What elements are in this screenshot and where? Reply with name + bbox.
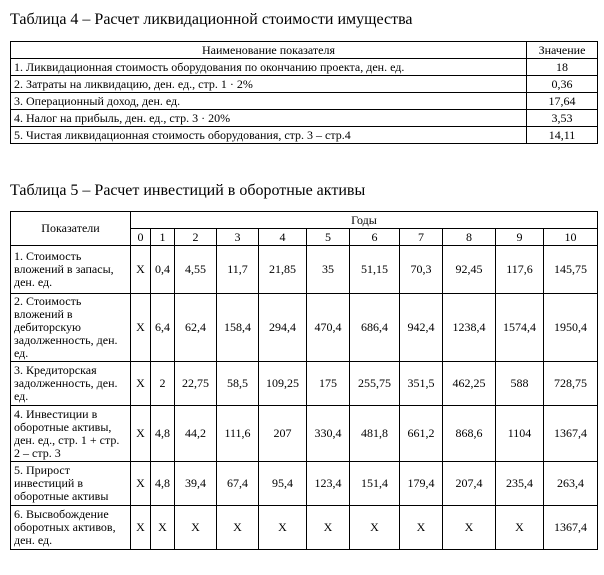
row-label: 2. Стоимость вложений в дебиторскую задолженность, ден. ед. [11, 294, 131, 362]
year-4-value: 109,25 [259, 362, 307, 406]
year-9-value: 235,4 [496, 462, 544, 506]
year-6-value: 151,4 [350, 462, 400, 506]
year-8-value: X [443, 506, 496, 550]
year-3-value: X [217, 506, 259, 550]
header-indicators: Показатели [11, 212, 131, 246]
year-7-value: 942,4 [400, 294, 443, 362]
year-5-value: 330,4 [307, 406, 350, 462]
table-header-row [11, 42, 598, 59]
year-3-value: 111,6 [217, 406, 259, 462]
year-7-value: 70,3 [400, 246, 443, 294]
row-label: 3. Кредиторская задолженность, ден. ед. [11, 362, 131, 406]
year-9-value: 117,6 [496, 246, 544, 294]
table-row [11, 59, 598, 76]
year-4-value: 207 [259, 406, 307, 462]
table-row [11, 406, 598, 462]
year-6-header: 6 [350, 229, 400, 246]
year-6-value: 481,8 [350, 406, 400, 462]
year-10-value: 1367,4 [544, 406, 598, 462]
header-value: Значение [527, 42, 598, 59]
row-value: 18 [527, 59, 598, 76]
year-9-value: 588 [496, 362, 544, 406]
year-1-value: 2 [151, 362, 175, 406]
row-name: 1. Ликвидационная стоимость оборудования по окончанию проекта, ден. ед. [11, 59, 527, 76]
year-8-value: 868,6 [443, 406, 496, 462]
year-9-value: 1104 [496, 406, 544, 462]
header-years: Годы [131, 212, 598, 229]
row-name: 5. Чистая ликвидационная стоимость оборудования, стр. 3 – стр.4 [11, 127, 527, 144]
table-row [11, 110, 598, 127]
year-6-value: 255,75 [350, 362, 400, 406]
year-1-header: 1 [151, 229, 175, 246]
year-5-value: 123,4 [307, 462, 350, 506]
year-9-header: 9 [496, 229, 544, 246]
year-3-value: 67,4 [217, 462, 259, 506]
year-7-header: 7 [400, 229, 443, 246]
table5-caption: Таблица 5 – Расчет инвестиций в оборотные активы [10, 182, 366, 199]
header-indicator-name: Наименование показателя [11, 42, 527, 59]
year-0-value: X [131, 406, 151, 462]
year-2-value: 44,2 [175, 406, 217, 462]
table-row [11, 246, 598, 294]
year-5-value: 175 [307, 362, 350, 406]
year-8-value: 1238,4 [443, 294, 496, 362]
year-10-value: 1950,4 [544, 294, 598, 362]
year-2-value: X [175, 506, 217, 550]
table-row [11, 506, 598, 550]
year-6-value: 51,15 [350, 246, 400, 294]
year-8-value: 207,4 [443, 462, 496, 506]
row-value: 0,36 [527, 76, 598, 93]
year-5-header: 5 [307, 229, 350, 246]
row-value: 3,53 [527, 110, 598, 127]
year-4-value: 21,85 [259, 246, 307, 294]
year-0-header: 0 [131, 229, 151, 246]
year-4-header: 4 [259, 229, 307, 246]
table-header-row [11, 212, 598, 229]
year-7-value: 661,2 [400, 406, 443, 462]
table-row [11, 93, 598, 110]
year-1-value: 4,8 [151, 462, 175, 506]
year-1-value: X [151, 506, 175, 550]
year-9-value: X [496, 506, 544, 550]
row-name: 4. Налог на прибыль, ден. ед., стр. 3 · 20% [11, 110, 527, 127]
year-1-value: 0,4 [151, 246, 175, 294]
year-1-value: 4,8 [151, 406, 175, 462]
year-2-value: 22,75 [175, 362, 217, 406]
row-label: 4. Инвестиции в оборотные активы, ден. ед., стр. 1 + стр. 2 – стр. 3 [11, 406, 131, 462]
year-10-value: 1367,4 [544, 506, 598, 550]
year-10-value: 728,75 [544, 362, 598, 406]
year-3-value: 58,5 [217, 362, 259, 406]
year-10-header: 10 [544, 229, 598, 246]
year-7-value: X [400, 506, 443, 550]
year-9-value: 1574,4 [496, 294, 544, 362]
year-6-value: 686,4 [350, 294, 400, 362]
year-4-value: 294,4 [259, 294, 307, 362]
year-10-value: 145,75 [544, 246, 598, 294]
liquidation-value-table [10, 41, 598, 144]
year-4-value: X [259, 506, 307, 550]
year-5-value: 470,4 [307, 294, 350, 362]
year-10-value: 263,4 [544, 462, 598, 506]
year-0-value: X [131, 294, 151, 362]
table-row [11, 127, 598, 144]
year-1-value: 6,4 [151, 294, 175, 362]
year-8-value: 92,45 [443, 246, 496, 294]
year-3-header: 3 [217, 229, 259, 246]
table-row [11, 76, 598, 93]
working-capital-investment-table [10, 211, 598, 550]
year-5-value: 35 [307, 246, 350, 294]
year-3-value: 158,4 [217, 294, 259, 362]
year-3-value: 11,7 [217, 246, 259, 294]
year-2-header: 2 [175, 229, 217, 246]
table-row [11, 462, 598, 506]
row-value: 14,11 [527, 127, 598, 144]
year-7-value: 179,4 [400, 462, 443, 506]
row-name: 3. Операционный доход, ден. ед. [11, 93, 527, 110]
year-5-value: X [307, 506, 350, 550]
year-0-value: X [131, 362, 151, 406]
year-4-value: 95,4 [259, 462, 307, 506]
year-0-value: X [131, 246, 151, 294]
row-label: 6. Высвобождение оборотных активов, ден. ед. [11, 506, 131, 550]
year-2-value: 62,4 [175, 294, 217, 362]
year-2-value: 4,55 [175, 246, 217, 294]
year-7-value: 351,5 [400, 362, 443, 406]
year-0-value: X [131, 462, 151, 506]
year-8-value: 462,25 [443, 362, 496, 406]
year-6-value: X [350, 506, 400, 550]
row-label: 5. Прирост инвестиций в оборотные активы [11, 462, 131, 506]
year-8-header: 8 [443, 229, 496, 246]
table-row [11, 294, 598, 362]
row-value: 17,64 [527, 93, 598, 110]
table-row [11, 362, 598, 406]
year-0-value: X [131, 506, 151, 550]
row-name: 2. Затраты на ликвидацию, ден. ед., стр. 1 · 2% [11, 76, 527, 93]
row-label: 1. Стоимость вложений в запасы, ден. ед. [11, 246, 131, 294]
year-2-value: 39,4 [175, 462, 217, 506]
table4-caption: Таблица 4 – Расчет ликвидационной стоимости имущества [10, 11, 413, 28]
